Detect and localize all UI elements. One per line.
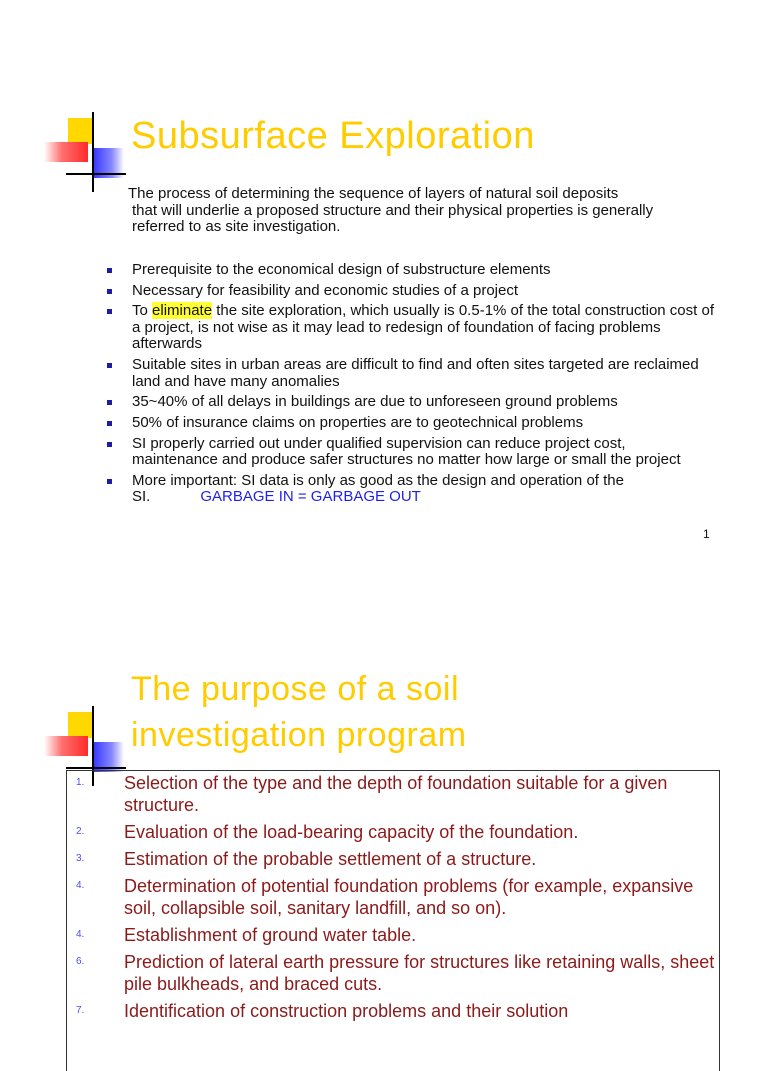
- bullet-item: 35~40% of all delays in buildings are due to unforeseen ground problems: [104, 394, 714, 411]
- list-item: 2. Evaluation of the load-bearing capacity of the foundation.: [76, 822, 579, 842]
- bullet-item: To eliminate the site exploration, which usually is 0.5-1% of the total construction cost of a project, is not wise as it may lead to redesign of foundation of facing problems afterwards: [104, 303, 714, 353]
- intro-line-2: that will underlie a proposed structure and their physical properties is generally referred to as site investigation.: [132, 201, 654, 235]
- page-number: 1: [703, 527, 710, 541]
- slide-title: The purpose of a soil investigation program: [131, 670, 467, 754]
- purpose-list: [76, 772, 716, 1027]
- bullet-item: Suitable sites in urban areas are difficult to find and often sites targeted are reclaimed land and have many anomalies: [104, 357, 714, 390]
- bullet-item: SI properly carried out under qualified supervision can reduce project cost, maintenance and produce safer structures no matter how large or small the project: [104, 436, 714, 469]
- bullet-item: Prerequisite to the economical design of substructure elements: [104, 262, 714, 279]
- list-item: 7. Identification of construction problems and their solution: [76, 1001, 569, 1021]
- garbage-in-garbage-out: GARBAGE IN = GARBAGE OUT: [200, 488, 421, 506]
- intro-paragraph: [128, 186, 708, 236]
- slide-title: Subsurface Exploration: [131, 115, 535, 157]
- list-item: 4. Establishment of ground water table.: [76, 925, 417, 945]
- slide-2: [0, 560, 768, 1024]
- bullet-item: More important: SI data is only as good as the design and operation of the SI. GARBAGE IN = GARBAGE OUT: [104, 473, 714, 506]
- bullet-item: 50% of insurance claims on properties are to geotechnical problems: [104, 415, 714, 432]
- list-item: 1. Selection of the type and the depth of foundation suitable for a given structure.: [76, 773, 668, 815]
- highlighted-word: eliminate: [152, 302, 213, 320]
- bullet-item: Necessary for feasibility and economic studies of a project: [104, 283, 714, 300]
- list-item: 3. Estimation of the probable settlement of a structure.: [76, 849, 537, 869]
- list-item: 6. Prediction of lateral earth pressure for structures like retaining walls, sheet pile bulkheads, and braced cuts.: [76, 952, 715, 994]
- list-item: 4. Determination of potential foundation problems (for example, expansive soil, collapsible soil, sanitary landfill, and so on).: [76, 876, 694, 918]
- intro-line-1: The process of determining the sequence of layers of natural soil deposits: [128, 185, 619, 202]
- bullet-list: [104, 262, 714, 510]
